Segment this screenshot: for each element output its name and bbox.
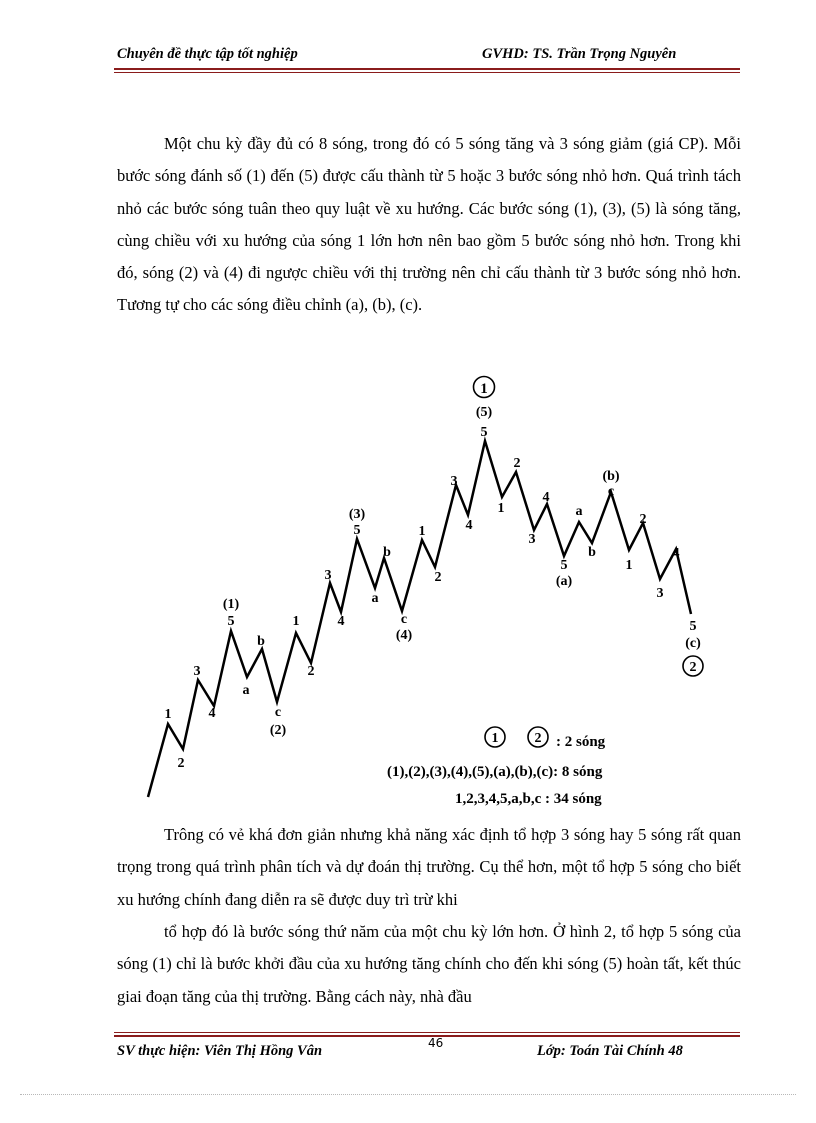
label-wc-1: 1 [625,558,633,573]
label-w5-4: 4 [465,518,473,533]
label-wave-a: (a) [555,574,573,589]
label-w1-1: 1 [164,707,172,722]
label-wave-b: (b) [602,469,620,484]
label-wa-2: 2 [513,456,521,471]
label-w3-4: 4 [337,614,345,629]
label-w4-a: a [371,591,379,606]
label-w1-5: 5 [227,614,235,629]
footer-rule-bottom [114,1035,740,1037]
label-top-5: 5 [480,425,488,440]
label-wave-3: (3) [348,507,366,522]
label-wc-5: 5 [689,619,697,634]
paragraph-2: Trông có vẻ khá đơn giản nhưng khả năng xác định tổ hợp 3 sóng hay 5 sóng rất quan trọng trong quá trình phân tích và dự đoán thị trường. Cụ thể hơn, một tổ hợp 5 sóng cho biết xu hướng chính đang diễn ra sẽ được duy trì trừ khi [117,825,741,909]
label-w2-c: c [274,705,282,720]
label-wc-4: 4 [672,546,680,561]
label-wave-1: (1) [222,597,240,612]
label-wc-2: 2 [639,512,647,527]
paragraph-1: Một chu kỳ đầy đủ có 8 sóng, trong đó có 5 sóng tăng và 3 sóng giảm (giá CP). Mỗi bước sóng đánh số (1) đến (5) được cấu thành từ 5 hoặc 3 bước sóng nhỏ hơn. Quá trình tách nhỏ các bước sóng tuân theo quy luật về xu hướng. Các bước sóng (1), (3), (5) là sóng tăng, cùng chiều với xu hướng của sóng 1 lớn hơn nên bao gồm 5 bước sóng nhỏ hơn. Trong khi đó, sóng (2) và (4) đi ngược chiều với thị trường nên chỉ cấu thành từ 3 bước sóng nhỏ hơn. Tương tự cho các sóng điều chỉnh (a), (b), (c). [117,134,741,315]
label-w5-2: 2 [434,570,442,585]
legend-line-2: (1),(2),(3),(4),(5),(a),(b),(c): 8 sóng [387,764,603,780]
label-w3-3: 3 [324,568,332,583]
label-wc-3: 3 [656,586,664,601]
label-w4-b: b [383,545,391,560]
paragraph-3: tổ hợp đó là bước sóng thứ năm của một chu kỳ lớn hơn. Ở hình 2, tổ hợp 5 sóng của sóng (1) chỉ là bước khởi đầu của xu hướng tăng chính cho đến khi sóng (5) hoàn tất, kết thúc giai đoạn tăng của thị trường. Bằng cách này, nhà đầu [117,922,741,1006]
header-left: Chuyên đề thực tập tốt nghiệp [117,46,298,62]
label-w5-3: 3 [450,474,458,489]
label-wave-2: (2) [269,723,287,738]
footer-left: SV thực hiện: Viên Thị Hồng Vân [117,1043,323,1059]
label-w1-3: 3 [193,664,201,679]
circled-two-end-text: 2 [689,660,697,675]
label-wb-c: c [607,484,615,499]
footer-right: Lớp: Toán Tài Chính 48 [537,1043,683,1059]
header-right: GVHD: TS. Trần Trọng Nguyên [482,46,677,62]
legend-line-3: 1,2,3,4,5,a,b,c : 34 sóng [455,791,602,807]
label-wa-4: 4 [542,490,550,505]
label-w2-b: b [257,634,265,649]
legend-circled-one-text: 1 [491,731,499,746]
label-w3-5: 5 [353,523,361,538]
page-bottom-dotted-line [20,1094,796,1095]
footer-rule-top [114,1032,740,1033]
label-wave-c: (c) [685,636,701,651]
label-w4-c: c [400,612,408,627]
label-wave-4: (4) [395,628,413,643]
legend-circled-two-text: 2 [534,731,542,746]
label-wa-3: 3 [528,532,536,547]
label-top-5-paren: (5) [475,405,493,420]
label-wb-b: b [588,545,596,560]
label-w3-1: 1 [292,614,300,629]
label-w1-4: 4 [208,706,216,721]
label-wa-1: 1 [497,501,505,516]
circled-one-top-text: 1 [480,381,488,397]
label-w1-2: 2 [177,756,185,771]
label-w5-1: 1 [418,524,426,539]
page-number: 46 [428,1036,444,1050]
legend-line-1: : 2 sóng [556,734,606,750]
label-w2-a: a [242,683,250,698]
label-w3-2: 2 [307,664,315,679]
label-wa-5: 5 [560,558,568,573]
label-wb-a: a [575,504,583,519]
